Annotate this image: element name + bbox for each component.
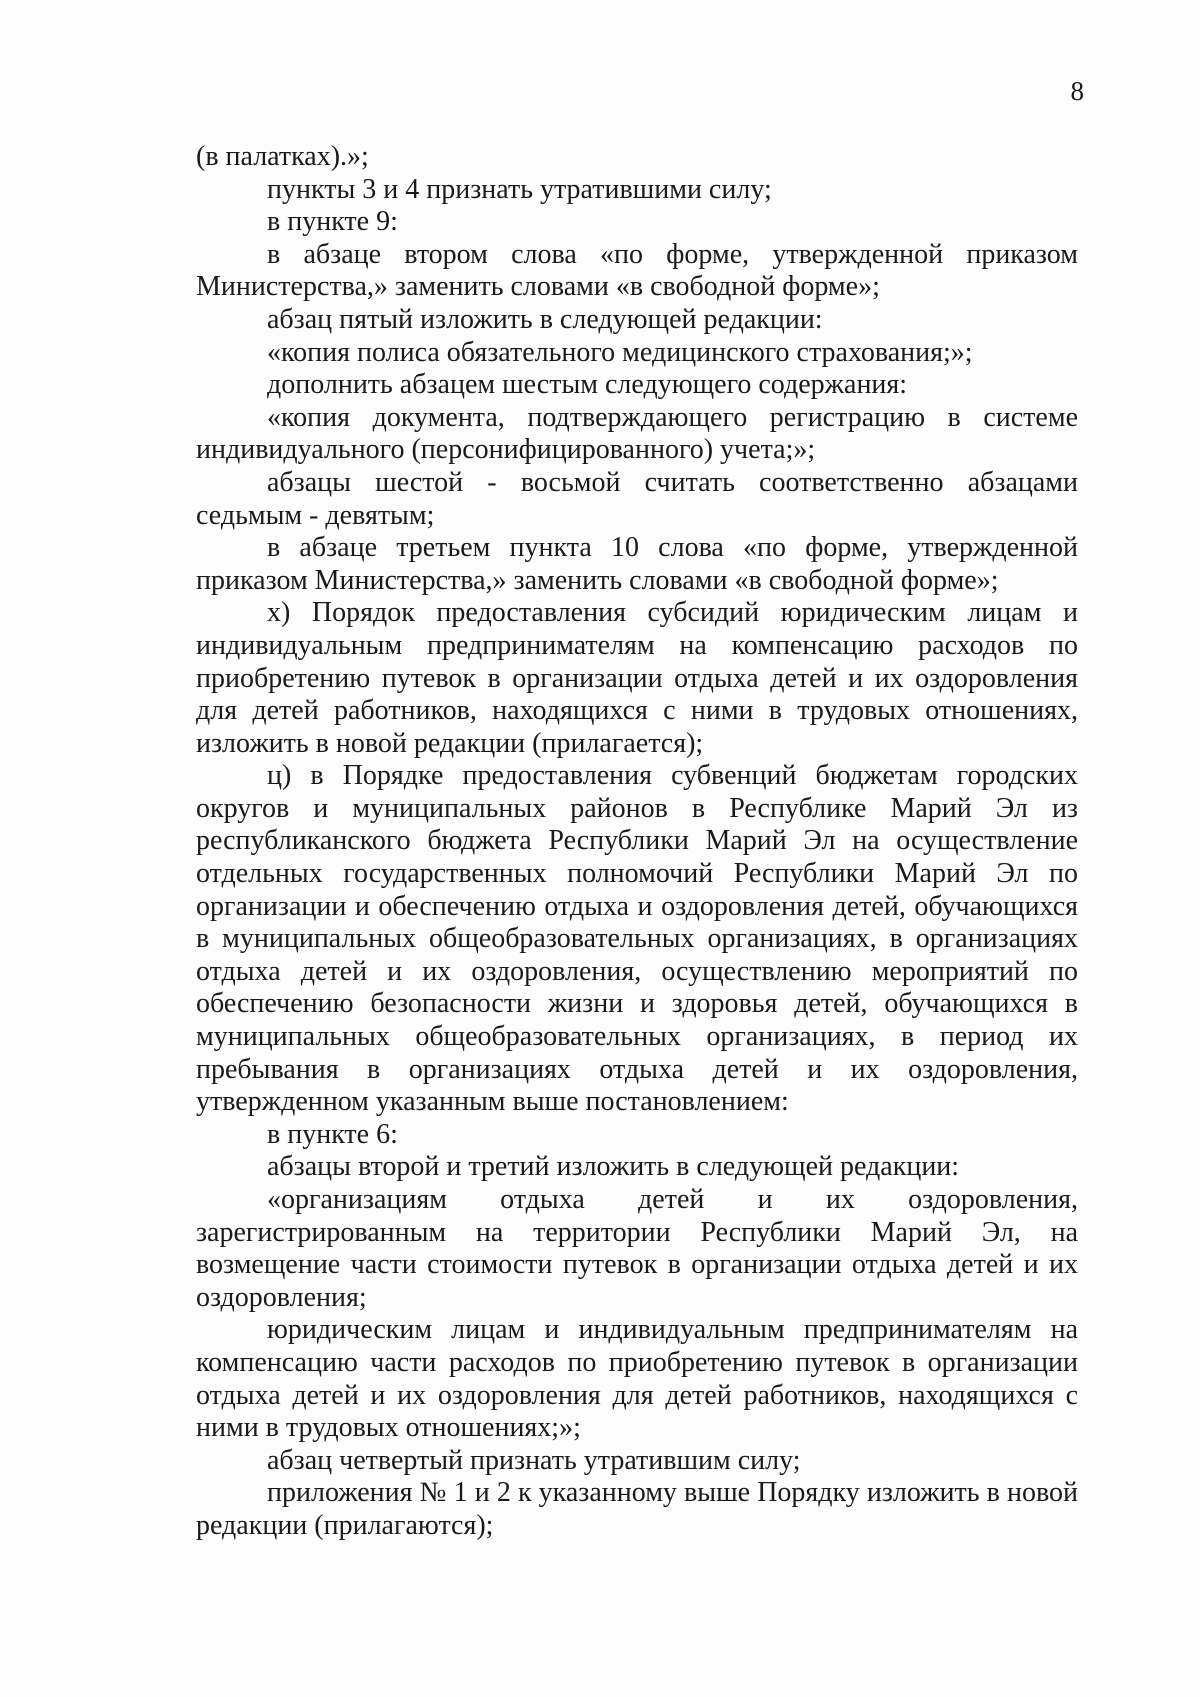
paragraph: абзац четвертый признать утратившим силу; <box>267 1444 801 1476</box>
paragraph: абзацы второй и третий изложить в следующей редакции: <box>267 1151 960 1183</box>
paragraph: в пункте 9: <box>267 206 398 238</box>
paragraph: в абзаце втором слова «по форме, утвержденной приказом Министерства,» заменить словами «в свободной форме»; <box>196 238 1078 303</box>
paragraph: «копия полиса обязательного медицинского страхования;»; <box>267 336 973 368</box>
document-body <box>196 141 1078 1543</box>
paragraph: х) Порядок предоставления субсидий юридическим лицам и индивидуальным предпринимателям на компенсацию расходов по приобретению путевок в организации отдыха детей и их оздоровления для детей работников, находящихся с ними в трудовых отношениях, изложить в новой редакции (прилагается); <box>196 597 1078 759</box>
paragraph: абзац пятый изложить в следующей редакции: <box>267 303 823 335</box>
paragraph: юридическим лицам и индивидуальным предпринимателям на компенсацию части расходов по приобретению путевок в организации отдыха детей и их оздоровления для детей работников, находящихся с ними в трудовых отношениях;»; <box>196 1314 1078 1444</box>
paragraph: ц) в Порядке предоставления субвенций бюджетам городских округов и муниципальных районов в Республике Марий Эл из республиканского бюджета Республики Марий Эл на осуществление отдельных государственных полномочий Республики Марий Эл по организации и обеспечению отдыха и оздоровления детей, обучающихся в муниципальных общеобразовательных организациях, в организациях отдыха детей и их оздоровления, осуществлению мероприятий по обеспечению безопасности жизни и здоровья детей, обучающихся в муниципальных общеобразовательных организациях, в период их пребывания в организациях отдыха детей и их оздоровления, утвержденном указанным выше постановлением: <box>196 760 1078 1118</box>
page-number: 8 <box>1070 76 1084 106</box>
paragraph: (в палатках).»; <box>196 141 369 172</box>
paragraph: пункты 3 и 4 признать утратившими силу; <box>267 173 772 205</box>
paragraph: «копия документа, подтверждающего регистрацию в системе индивидуального (персонифицированного) учета;»; <box>196 401 1078 466</box>
paragraph: в абзаце третьем пункта 10 слова «по форме, утвержденной приказом Министерства,» заменить словами «в свободной форме»; <box>196 532 1078 596</box>
paragraph: в пункте 6: <box>267 1118 398 1150</box>
paragraph: «организациям отдыха детей и их оздоровления, зарегистрированным на территории Республики Марий Эл, на возмещение части стоимости путевок в организации отдыха детей и их оздоровления; <box>196 1184 1078 1313</box>
paragraph: дополнить абзацем шестым следующего содержания: <box>267 369 908 401</box>
paragraph: приложения № 1 и 2 к указанному выше Порядку изложить в новой редакции (прилагаются); <box>196 1477 1078 1541</box>
paragraph: абзацы шестой - восьмой считать соответственно абзацами седьмым - девятым; <box>196 466 1078 531</box>
